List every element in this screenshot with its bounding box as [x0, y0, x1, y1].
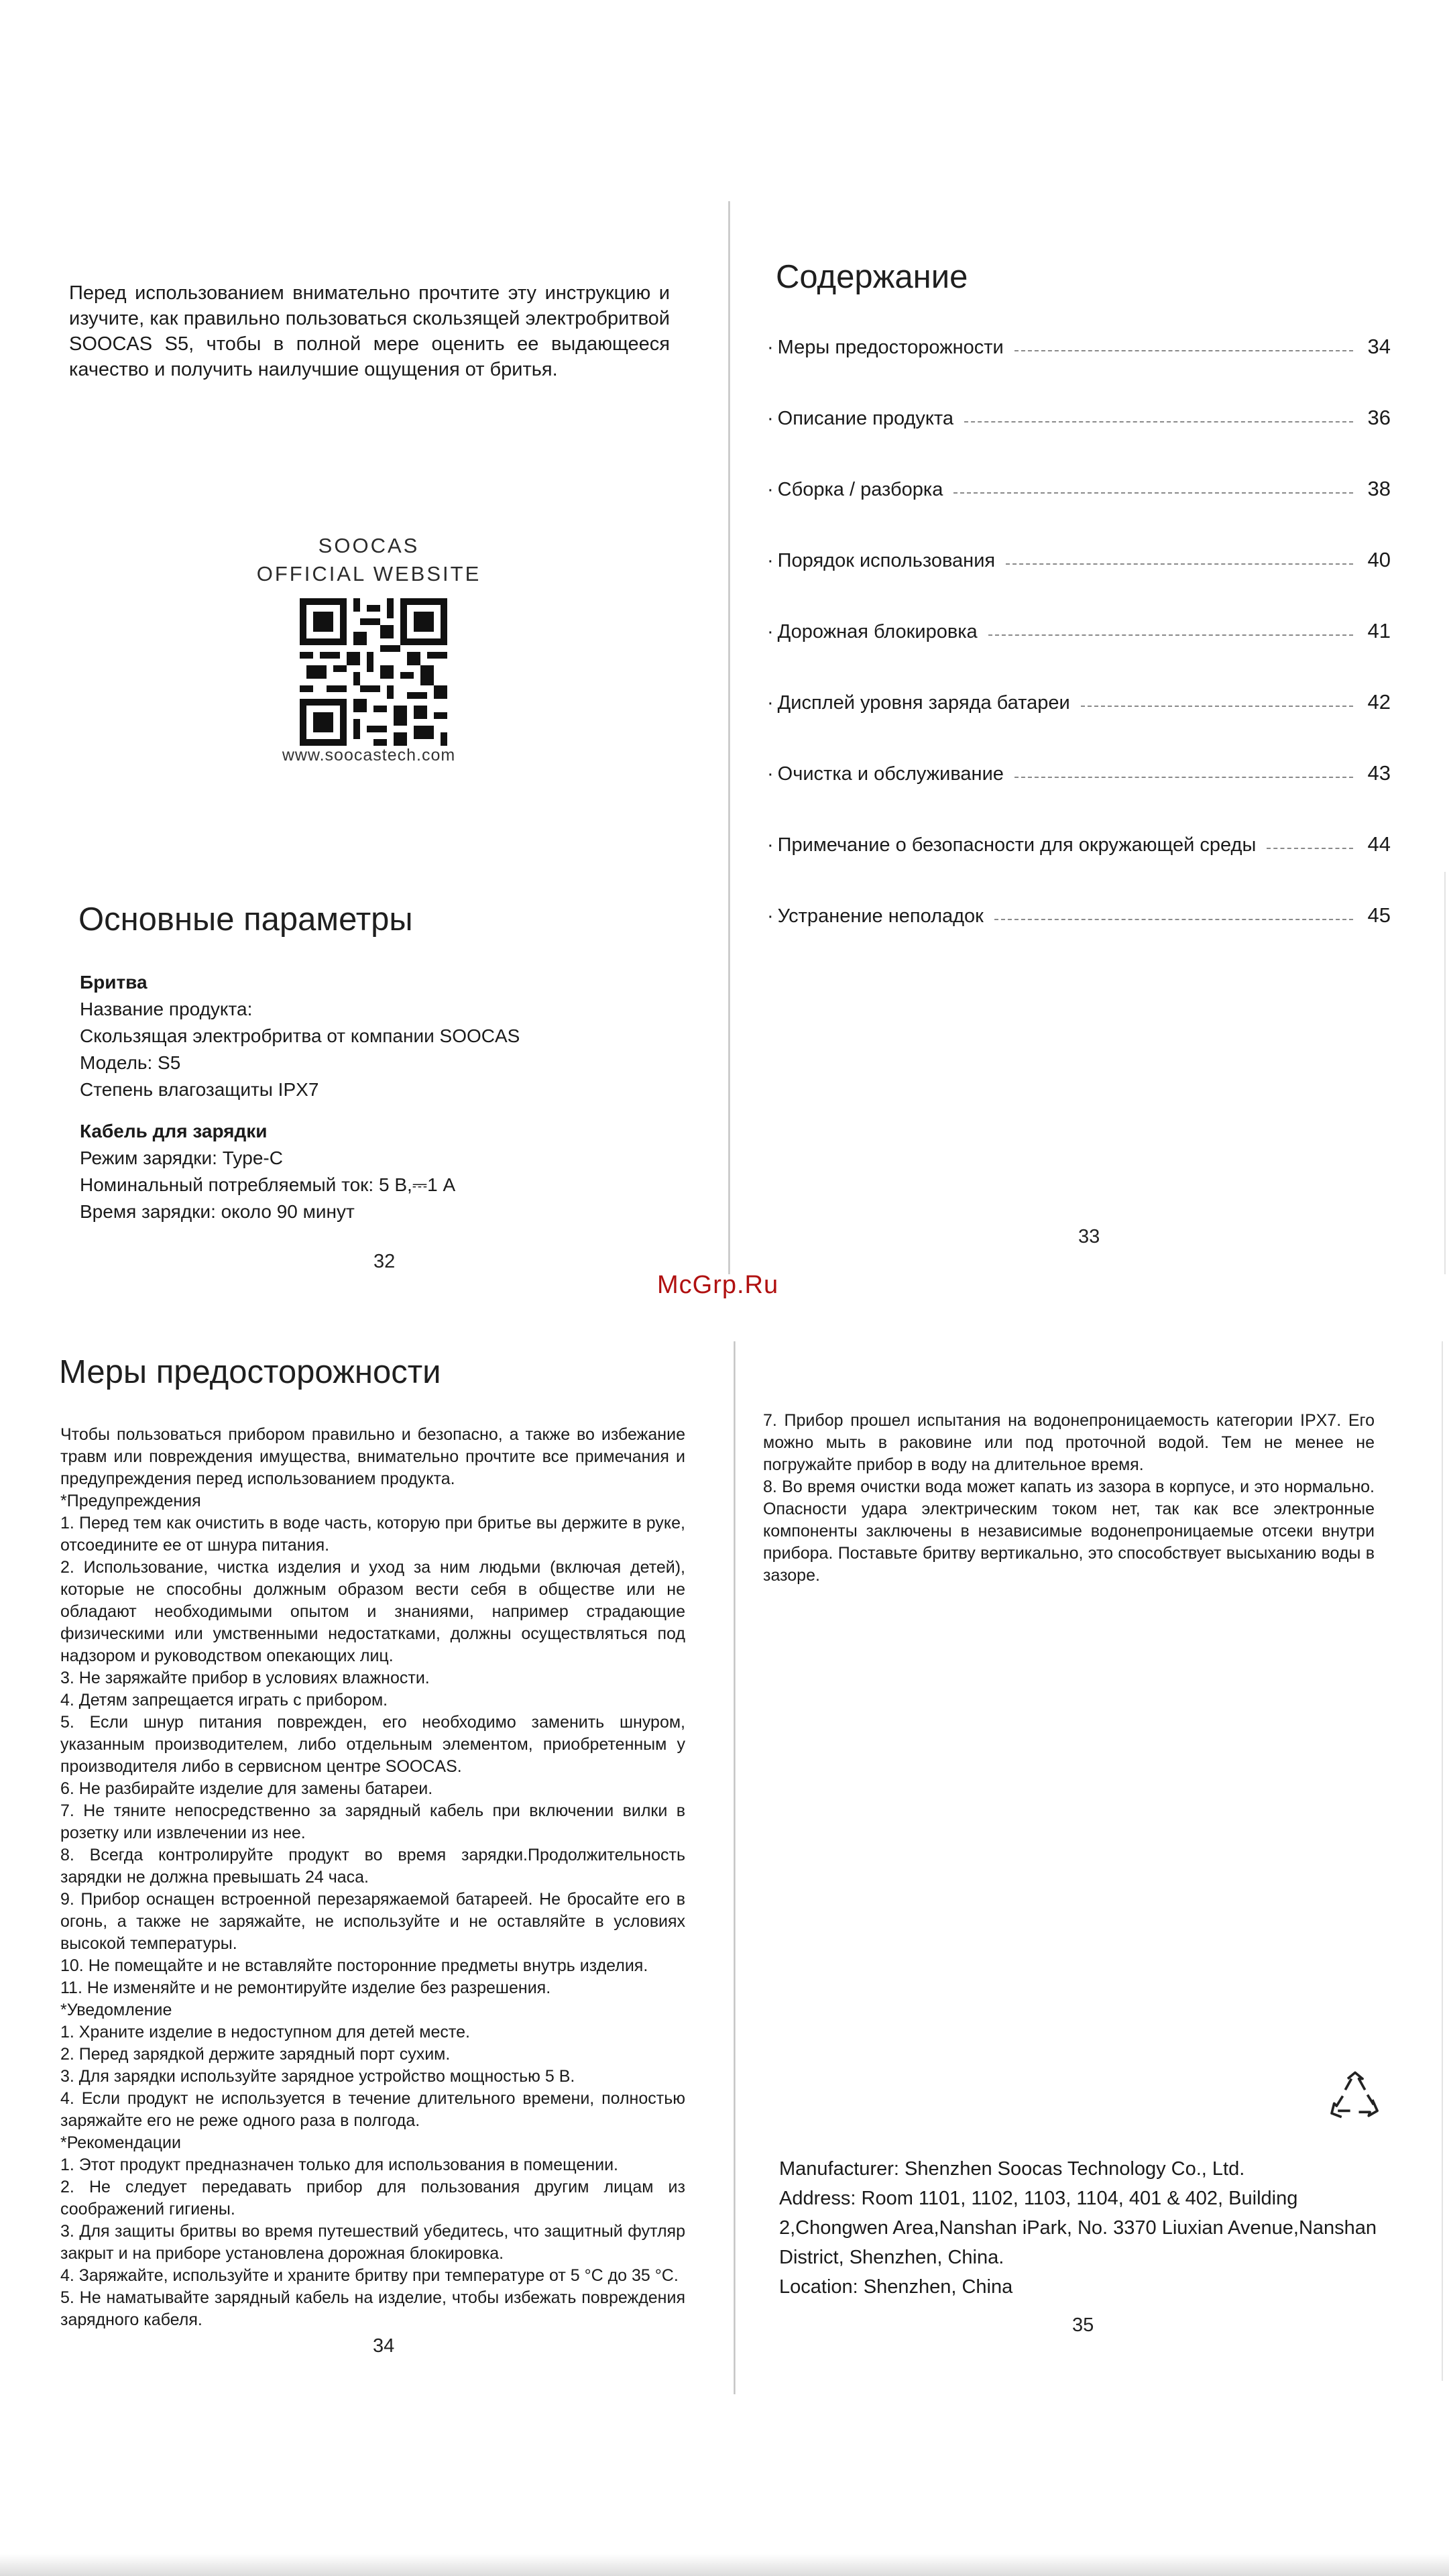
- page-fold-upper: [728, 201, 730, 1274]
- manufacturer-address: Address: Room 1101, 1102, 1103, 1104, 401 & 402, Building 2,Chongwen Area,Nanshan iPark, No. 3370 Liuxian Avenue,Nanshan District, Shenzhen, China.: [779, 2188, 1377, 2268]
- toc-item[interactable]: · Дорожная блокировка 41: [767, 619, 1391, 642]
- list-item: 6. Не разбирайте изделие для замены батареи.: [60, 1779, 433, 1798]
- manufacturer-name: Manufacturer: Shenzhen Soocas Technology Co., Ltd.: [779, 2158, 1245, 2180]
- razor-heading: Бритва: [80, 972, 148, 993]
- website-url[interactable]: www.soocastech.com: [282, 746, 456, 765]
- toc-item[interactable]: · Меры предосторожности 34: [767, 335, 1391, 358]
- list-item: 2. Использование, чистка изделия и уход за ним людьми (включая детей), которые не способны должным образом вести себя в обществе или не обладают необходимыми опытом и знаниями, например страдающие физическими или умственными недостатками, должны осуществляться под надзором и руководством опекающих лиц.: [60, 1558, 685, 1665]
- cable-heading: Кабель для зарядки: [80, 1121, 268, 1141]
- toc-item[interactable]: · Описание продукта 36: [767, 406, 1391, 429]
- safety-title: Меры предосторожности: [59, 1354, 441, 1390]
- safety-continued: [763, 1410, 1375, 1587]
- page-number-34: 34: [373, 2335, 395, 2357]
- toc-item[interactable]: · Сборка / разборка 38: [767, 477, 1391, 500]
- list-item: 8. Всегда контролируйте продукт во время зарядки.Продолжительность зарядки не должна превышать 24 часа.: [60, 1846, 685, 1887]
- qr-code-icon[interactable]: [300, 598, 447, 746]
- watermark-link[interactable]: McGrp.Ru: [657, 1271, 779, 1299]
- qr-title: [255, 532, 483, 588]
- qr-title-brand: SOOCAS: [318, 534, 420, 557]
- page-number-35: 35: [1072, 2314, 1094, 2336]
- page-fold-lower: [734, 1341, 736, 2394]
- scan-edge-right-lower: [1442, 1341, 1443, 2381]
- rated-current: Номинальный потребляемый ток: 5 В,⎓1 A: [80, 1174, 456, 1195]
- recycle-icon: [1324, 2068, 1386, 2129]
- list-item: 9. Прибор оснащен встроенной перезаряжаемой батареей. Не бросайте его в огонь, а также не заряжайте, не используйте и не оставляйте в условиях высокой температуры.: [60, 1890, 685, 1953]
- toc-item[interactable]: · Примечание о безопасности для окружающей среды 44: [767, 832, 1391, 856]
- manufacturer-info: [779, 2154, 1396, 2302]
- qr-title-website: OFFICIAL WEBSITE: [256, 562, 481, 585]
- list-item: 3. Для защиты бритвы во время путешествий убедитесь, что защитный футляр закрыт и на приборе установлена дорожная блокировка.: [60, 2222, 685, 2263]
- product-name-value: Скользящая электробритва от компании SOOCAS: [80, 1025, 520, 1046]
- intro-paragraph: Перед использованием внимательно прочтите эту инструкцию и изучите, как правильно пользоваться скользящей электробритвой SOOCAS S5, чтобы в полной мере оценить ее выдающееся качество и получить наилучшие ощущения от бритья.: [69, 282, 670, 380]
- toc-item[interactable]: · Дисплей уровня заряда батареи 42: [767, 690, 1391, 714]
- section-heading: *Предупреждения: [60, 1492, 201, 1510]
- manufacturer-location: Location: Shenzhen, China: [779, 2276, 1013, 2298]
- toc-title: Содержание: [776, 259, 968, 295]
- safety-intro: Чтобы пользоваться прибором правильно и безопасно, а также во избежание травм или повреждения имущества, внимательно прочтите все примечания и предупреждения перед использованием продукта.: [60, 1425, 685, 1488]
- list-item: 3. Для зарядки используйте зарядное устройство мощностью 5 В.: [60, 2067, 575, 2086]
- list-item: 3. Не заряжайте прибор в условиях влажности.: [60, 1669, 430, 1687]
- list-item: 7. Прибор прошел испытания на водонепроницаемость категории IPX7. Его можно мыть в раковине или под проточной водой. Тем не менее не погружайте прибор в воду на длительное время.: [763, 1411, 1375, 1474]
- toc-item[interactable]: · Порядок использования 40: [767, 548, 1391, 571]
- toc-item[interactable]: · Очистка и обслуживание 43: [767, 761, 1391, 785]
- scan-bottom-edge: [0, 2554, 1449, 2576]
- model: Модель: S5: [80, 1052, 181, 1073]
- section-heading: *Уведомление: [60, 2001, 172, 2019]
- page-number-33: 33: [1078, 1226, 1100, 1247]
- page-number-32: 32: [373, 1251, 396, 1272]
- list-item: 2. Не следует передавать прибор для пользования другим лицам из соображений гигиены.: [60, 2178, 685, 2219]
- list-item: 10. Не помещайте и не вставляйте посторонние предметы внутрь изделия.: [60, 1956, 648, 1975]
- product-name-label: Название продукта:: [80, 999, 253, 1019]
- params-block: [80, 969, 630, 1225]
- list-item: 4. Заряжайте, используйте и храните бритву при температуре от 5 °С до 35 °С.: [60, 2266, 679, 2285]
- list-item: 2. Перед зарядкой держите зарядный порт сухим.: [60, 2045, 451, 2064]
- params-title: Основные параметры: [78, 901, 413, 938]
- list-item: 1. Перед тем как очистить в воде часть, которую при бритье вы держите в руке, отсоедините ее от шнура питания.: [60, 1514, 685, 1555]
- list-item: 8. Во время очистки вода может капать из зазора в корпусе, и это нормально. Опасности удара электрическим током нет, так как все электронные компоненты заключены в независимые водонепроницаемые отсеки внутри прибора. Поставьте бритву вертикально, это способствует высыханию воды в зазоре.: [763, 1477, 1375, 1585]
- list-item: 1. Храните изделие в недоступном для детей месте.: [60, 2023, 470, 2041]
- safety-text: [60, 1424, 685, 2331]
- list-item: 7. Не тяните непосредственно за зарядный кабель при включении вилки в розетку или извлечении из нее.: [60, 1801, 685, 1842]
- list-item: 4. Детям запрещается играть с прибором.: [60, 1691, 388, 1710]
- list-item: 4. Если продукт не используется в течение длительного времени, полностью заряжайте его не реже одного раза в полгода.: [60, 2089, 685, 2130]
- list-item: 5. Не наматывайте зарядный кабель на изделие, чтобы избежать повреждения зарядного кабеля.: [60, 2288, 685, 2329]
- charge-mode: Режим зарядки: Type-C: [80, 1147, 283, 1168]
- section-heading: *Рекомендации: [60, 2133, 181, 2152]
- scan-edge-right: [1444, 872, 1446, 1274]
- toc-item[interactable]: · Устранение неполадок 45: [767, 903, 1391, 927]
- list-item: 11. Не изменяйте и не ремонтируйте изделие без разрешения.: [60, 1978, 551, 1997]
- protection-rating: Степень влагозащиты IPX7: [80, 1079, 319, 1100]
- list-item: 1. Этот продукт предназначен только для использования в помещении.: [60, 2155, 619, 2174]
- list-item: 5. Если шнур питания поврежден, его необходимо заменить шнуром, указанным производителем, либо отдельным элементом, приобретенным у производителя либо в сервисном центре SOOCAS.: [60, 1713, 685, 1776]
- charge-time: Время зарядки: около 90 минут: [80, 1201, 355, 1222]
